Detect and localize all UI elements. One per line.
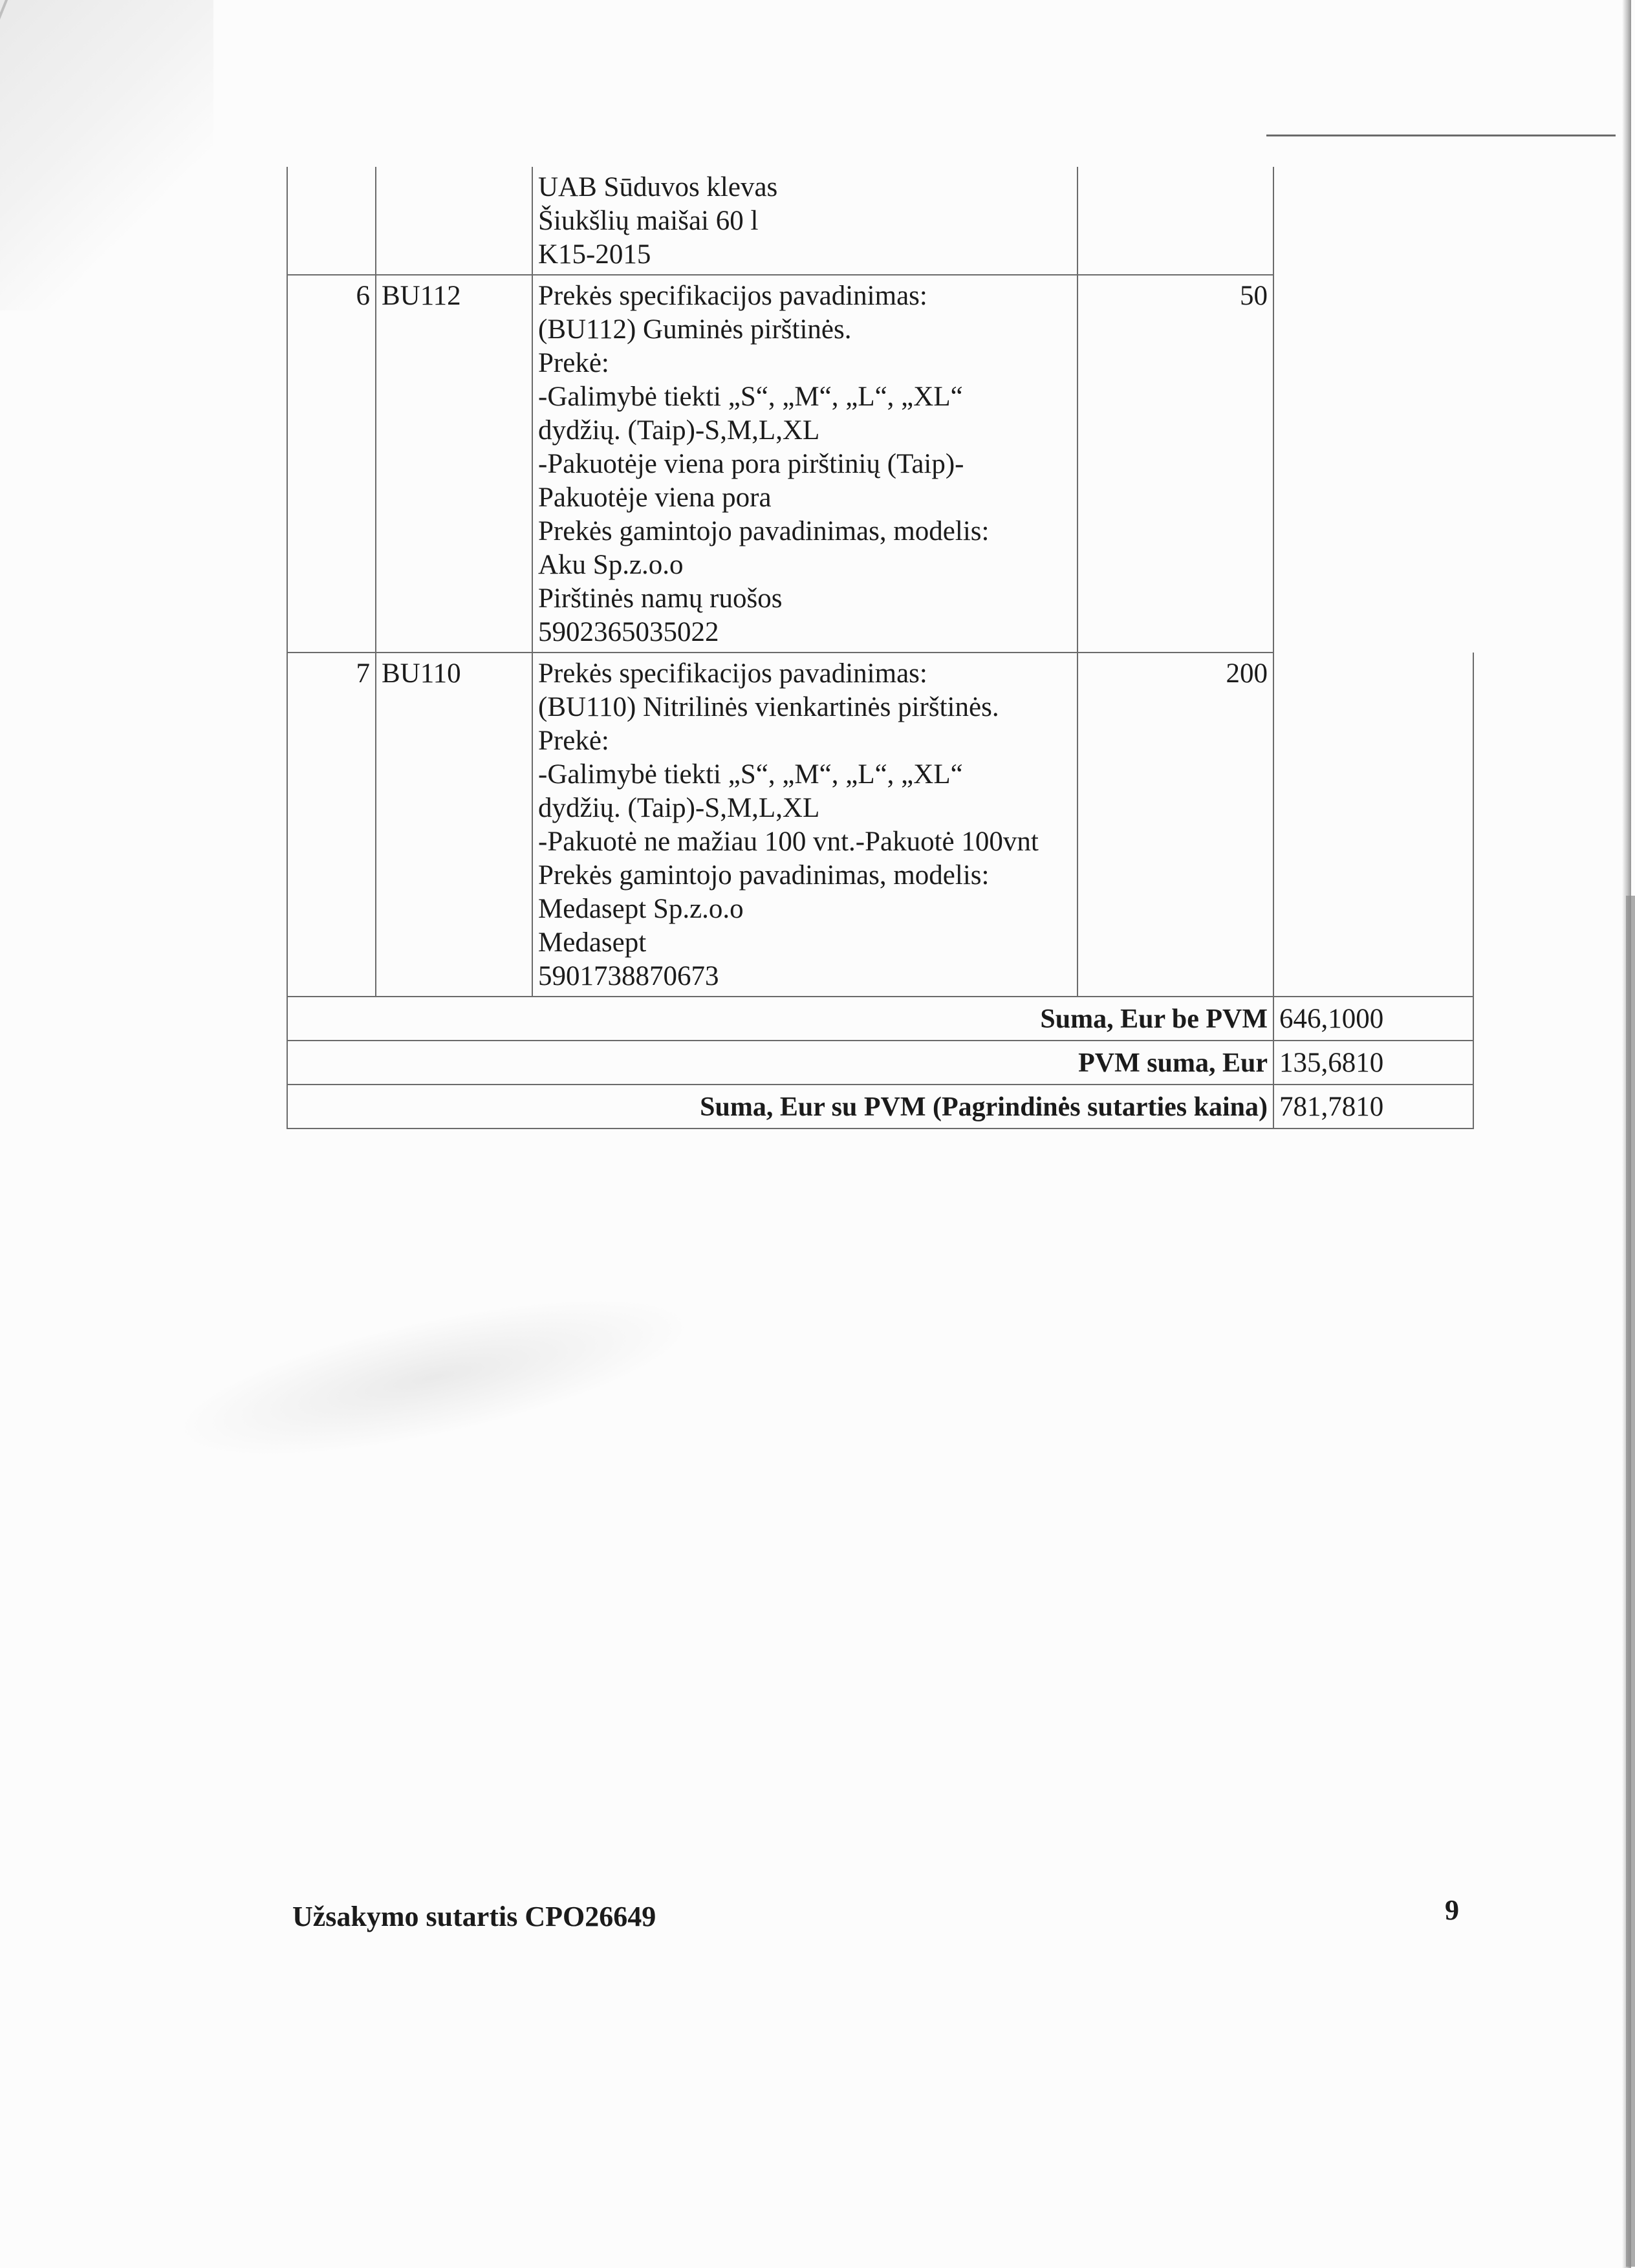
total-value: 781,7810 (1273, 1085, 1473, 1129)
description-line: -Pakuotė ne mažiau 100 vnt.-Pakuotė 100vnt (538, 826, 1039, 857)
totals-row (287, 1041, 1473, 1085)
item-quantity: 50 (1077, 275, 1273, 653)
item-description (532, 653, 1077, 997)
description-line: Prekės gamintojo pavadinimas, modelis: (538, 516, 990, 546)
description-line: dydžių. (Taip)-S,M,L,XL (538, 415, 820, 446)
description-line: Aku Sp.z.o.o (538, 550, 684, 580)
item-code: BU110 (376, 653, 532, 997)
total-label: Suma, Eur su PVM (Pagrindinės sutarties kaina) (287, 1085, 1273, 1129)
item-code: BU112 (376, 275, 532, 653)
description-line: K15-2015 (538, 239, 651, 270)
row-number: 6 (287, 275, 376, 653)
footer-contract-title: Užsakymo sutartis CPO26649 (292, 1901, 656, 1932)
description-line: Medasept (538, 927, 647, 958)
description-line: 5901738870673 (538, 961, 719, 991)
description-line: -Pakuotėje viena pora pirštinių (Taip)- (538, 449, 964, 479)
row-number: 7 (287, 653, 376, 997)
description-line: (BU112) Guminės pirštinės. (538, 314, 852, 345)
description-line: Pirštinės namų ruošos (538, 583, 783, 614)
description-line: -Galimybė tiekti „S“, „M“, „L“, „XL“ (538, 759, 963, 790)
items-table (287, 167, 1474, 1129)
scan-fold-shadow (0, 0, 213, 310)
page-number: 9 (1445, 1894, 1459, 1926)
empty-cell (1273, 653, 1473, 997)
item-quantity: 200 (1077, 653, 1273, 997)
scan-smudge (162, 1266, 705, 1490)
description-line: Prekės specifikacijos pavadinimas: (538, 281, 927, 311)
table-row (287, 167, 1473, 275)
description-line: -Galimybė tiekti „S“, „M“, „L“, „XL“ (538, 382, 963, 412)
top-rule (1266, 135, 1616, 136)
empty-cell (1273, 167, 1473, 275)
description-line: Prekė: (538, 348, 609, 378)
totals-row (287, 1085, 1473, 1129)
item-code (376, 167, 532, 275)
description-line: (BU110) Nitrilinės vienkartinės pirštinės. (538, 692, 999, 722)
description-line: Prekės specifikacijos pavadinimas: (538, 658, 927, 689)
description-line: UAB Sūduvos klevas (538, 172, 778, 202)
total-value: 135,6810 (1273, 1041, 1473, 1085)
description-line: 5902365035022 (538, 617, 719, 647)
description-line: Medasept Sp.z.o.o (538, 894, 744, 924)
total-label: PVM suma, Eur (287, 1041, 1273, 1085)
item-description (532, 275, 1077, 653)
description-line: Prekės gamintojo pavadinimas, modelis: (538, 860, 990, 891)
item-quantity (1077, 167, 1273, 275)
item-description (532, 167, 1077, 275)
row-number (287, 167, 376, 275)
empty-cell (1273, 275, 1473, 653)
description-line: Pakuotėje viena pora (538, 482, 772, 513)
totals-row (287, 997, 1473, 1041)
description-line: Prekė: (538, 726, 609, 756)
total-label: Suma, Eur be PVM (287, 997, 1273, 1041)
table-row (287, 653, 1473, 997)
table-row (287, 275, 1473, 653)
description-line: dydžių. (Taip)-S,M,L,XL (538, 793, 820, 823)
description-line: Šiukšlių maišai 60 l (538, 206, 759, 236)
scan-edge-bar (1626, 896, 1635, 2267)
total-value: 646,1000 (1273, 997, 1473, 1041)
